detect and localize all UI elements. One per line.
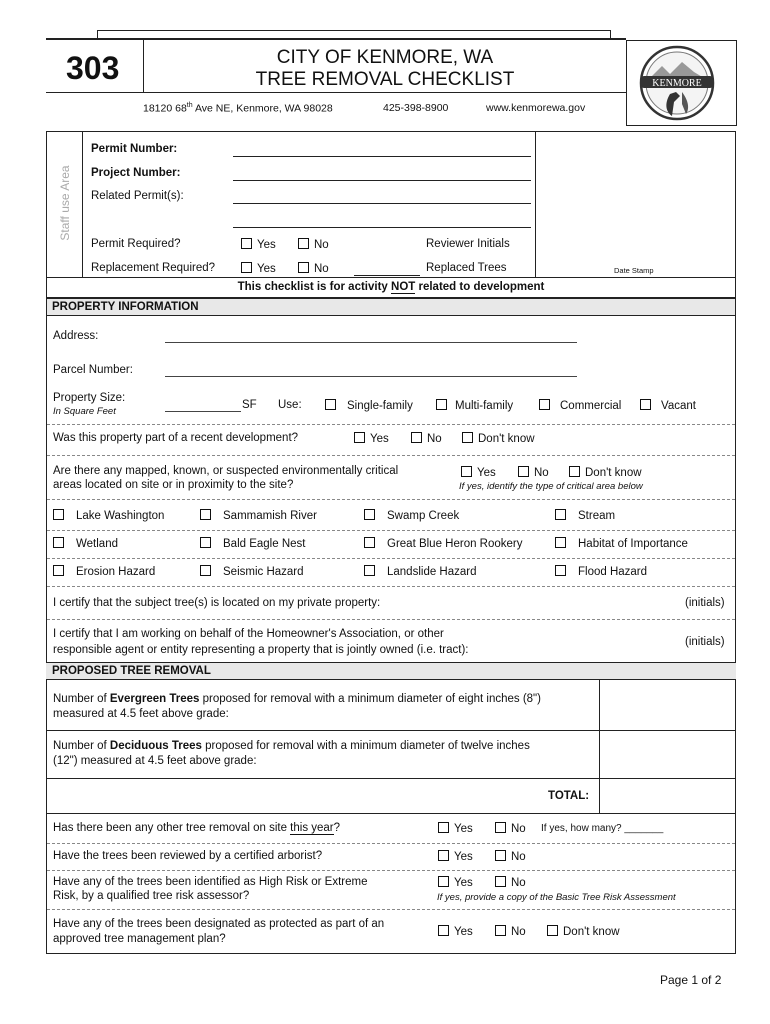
replaced-trees-label: Replaced Trees [426, 262, 507, 274]
form-title-line2: TREE REMOVAL CHECKLIST [255, 69, 515, 90]
property-size-field[interactable] [165, 411, 241, 412]
form-title-line1: CITY OF KENMORE, WA [276, 47, 494, 68]
use-commercial-checkbox[interactable] [539, 399, 550, 410]
arborist-question: Have the trees been reviewed by a certified arborist? [53, 850, 323, 862]
date-stamp-label: Date Stamp [614, 266, 654, 275]
use-vacant-checkbox[interactable] [640, 399, 651, 410]
high-risk-no-checkbox[interactable] [495, 876, 506, 887]
critical-areas-question-line2: areas located on site or in proximity to the site? [53, 479, 294, 491]
critical-no-checkbox[interactable] [518, 466, 529, 477]
deciduous-trees-question: Number of Deciduous Trees proposed for removal with a minimum diameter of twelve inches [53, 740, 530, 752]
parcel-number-label: Parcel Number: [53, 364, 133, 376]
protected-yes-checkbox[interactable] [438, 925, 449, 936]
city-address: 18120 68th Ave NE, Kenmore, WA 98028 [143, 102, 333, 115]
logo-text: KENMORE [652, 78, 702, 89]
reviewer-initials-label: Reviewer Initials [426, 238, 510, 250]
use-single-family-checkbox[interactable] [325, 399, 336, 410]
property-size-label: Property Size: [53, 392, 126, 404]
how-many-field[interactable]: If yes, how many? _______ [541, 823, 664, 834]
total-label: TOTAL: [548, 790, 590, 802]
other-removal-no-checkbox[interactable] [495, 822, 506, 833]
critical-areas-question-line1: Are there any mapped, known, or suspected environmentally critical [53, 465, 399, 477]
recent-dev-dont-know-checkbox[interactable] [462, 432, 473, 443]
critical-yes-checkbox[interactable] [461, 466, 472, 477]
critical-dont-know-checkbox[interactable] [569, 466, 580, 477]
other-removal-yes-checkbox[interactable] [438, 822, 449, 833]
related-permits-field-1[interactable] [233, 203, 531, 204]
total-count-field[interactable] [600, 779, 735, 813]
city-website: www.kenmorewa.gov [486, 102, 586, 114]
critical-wetland-checkbox[interactable] [53, 537, 64, 548]
recent-dev-yes-checkbox[interactable] [354, 432, 365, 443]
high-risk-question-line2: Risk, by a qualified tree risk assessor? [53, 890, 250, 902]
protected-trees-question-line1: Have any of the trees been designated as protected as part of an [53, 918, 385, 930]
critical-landslide-hazard-checkbox[interactable] [364, 565, 375, 576]
project-number-field[interactable] [233, 180, 531, 181]
property-information-heading: PROPERTY INFORMATION [46, 298, 736, 316]
permit-number-label: Permit Number: [91, 143, 178, 155]
use-label: Use: [278, 399, 302, 411]
arborist-yes-checkbox[interactable] [438, 850, 449, 861]
replacement-required-label: Replacement Required? [91, 262, 216, 274]
critical-seismic-hazard-checkbox[interactable] [200, 565, 211, 576]
risk-assessment-note: If yes, provide a copy of the Basic Tree Risk Assessment [437, 892, 676, 903]
certify-hoa-line2: responsible agent or entity representing a property that is jointly owned (i.e. tract): [53, 644, 469, 656]
replacement-required-no-checkbox[interactable] [298, 262, 309, 273]
high-risk-question-line1: Have any of the trees been identified as High Risk or Extreme [53, 876, 368, 888]
evergreen-trees-question: Number of Evergreen Trees proposed for removal with a minimum diameter of eight inches (8") [53, 693, 541, 705]
form-number: 303 [66, 50, 120, 86]
arborist-no-checkbox[interactable] [495, 850, 506, 861]
related-permits-field-2[interactable] [233, 227, 531, 228]
critical-bald-eagle-nest-checkbox[interactable] [200, 537, 211, 548]
evergreen-trees-count-field[interactable] [600, 681, 735, 728]
city-phone: 425-398-8900 [383, 102, 449, 114]
staff-use-label: Staff use Area [58, 165, 72, 241]
critical-swamp-creek-checkbox[interactable] [364, 509, 375, 520]
critical-areas-note: If yes, identify the type of critical area below [459, 481, 643, 492]
critical-heron-rookery-checkbox[interactable] [364, 537, 375, 548]
protected-dont-know-checkbox[interactable] [547, 925, 558, 936]
certify-hoa-initials[interactable]: (initials) [685, 636, 725, 648]
project-number-label: Project Number: [91, 167, 181, 179]
replacement-required-yes-checkbox[interactable] [241, 262, 252, 273]
page-number: Page 1 of 2 [660, 973, 722, 987]
certify-hoa-line1: I certify that I am working on behalf of the Homeowner's Association, or other [53, 628, 444, 640]
recent-dev-no-checkbox[interactable] [411, 432, 422, 443]
address-field[interactable] [165, 342, 577, 343]
address-label: Address: [53, 330, 99, 342]
certify-private-property: I certify that the subject tree(s) is located on my private property: [53, 597, 381, 609]
protected-no-checkbox[interactable] [495, 925, 506, 936]
critical-stream-checkbox[interactable] [555, 509, 566, 520]
related-permits-label: Related Permit(s): [91, 190, 184, 202]
kenmore-logo [636, 44, 718, 122]
critical-lake-washington-checkbox[interactable] [53, 509, 64, 520]
critical-sammamish-river-checkbox[interactable] [200, 509, 211, 520]
recent-development-question: Was this property part of a recent development? [53, 432, 299, 444]
use-multi-family-checkbox[interactable] [436, 399, 447, 410]
deciduous-trees-count-field[interactable] [600, 731, 735, 777]
sf-unit: SF [242, 399, 257, 411]
parcel-number-field[interactable] [165, 376, 577, 377]
other-removal-question: Has there been any other tree removal on site this year? [53, 822, 341, 834]
critical-flood-hazard-checkbox[interactable] [555, 565, 566, 576]
permit-required-no-checkbox[interactable] [298, 238, 309, 249]
high-risk-yes-checkbox[interactable] [438, 876, 449, 887]
critical-erosion-hazard-checkbox[interactable] [53, 565, 64, 576]
protected-trees-question-line2: approved tree management plan? [53, 933, 226, 945]
property-size-sublabel: In Square Feet [53, 406, 116, 417]
replaced-trees-field[interactable] [354, 275, 420, 276]
certify-private-initials[interactable]: (initials) [685, 597, 725, 609]
proposed-tree-removal-heading: PROPOSED TREE REMOVAL [46, 662, 736, 680]
deciduous-trees-question-line2: (12") measured at 4.5 feet above grade: [53, 755, 257, 767]
permit-required-yes-checkbox[interactable] [241, 238, 252, 249]
notice-not-related-development: This checklist is for activity NOT related to development [237, 281, 545, 293]
permit-number-field[interactable] [233, 156, 531, 157]
evergreen-trees-question-line2: measured at 4.5 feet above grade: [53, 708, 229, 720]
critical-habitat-checkbox[interactable] [555, 537, 566, 548]
permit-required-label: Permit Required? [91, 238, 181, 250]
